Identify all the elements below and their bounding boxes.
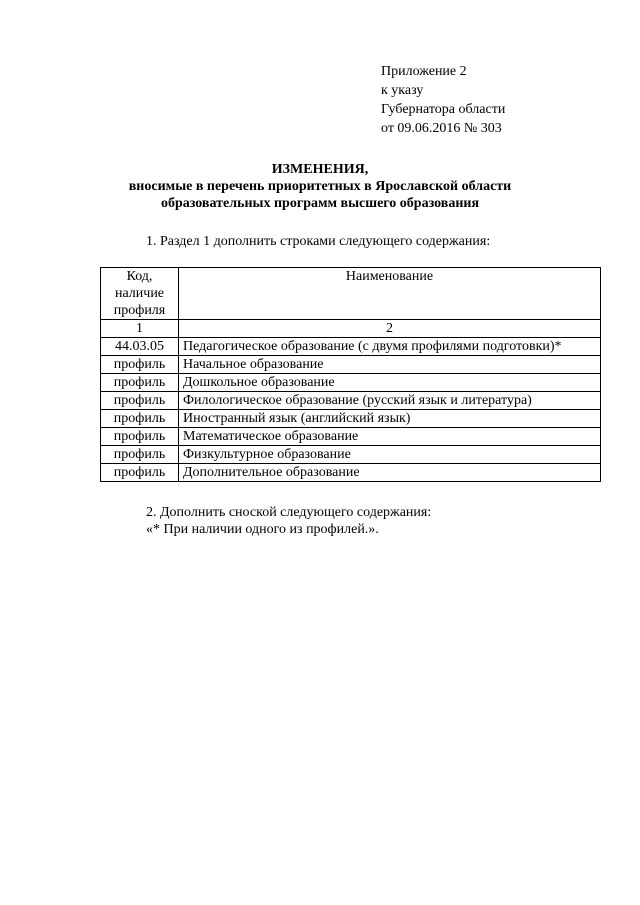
row-code: профиль <box>101 374 179 392</box>
row-code: профиль <box>101 464 179 482</box>
table-row <box>101 446 601 464</box>
item-2-text: 2. Дополнить сноской следующего содержания: <box>146 505 432 520</box>
table-row <box>101 410 601 428</box>
item-1-text: 1. Раздел 1 дополнить строками следующего содержания: <box>146 234 491 249</box>
table-row <box>101 464 601 482</box>
row-name: Физкультурное образование <box>179 446 601 464</box>
row-name: Математическое образование <box>179 428 601 446</box>
document-title <box>0 161 640 212</box>
row-code: 44.03.05 <box>101 338 179 356</box>
header-code-line: Код, <box>126 269 153 284</box>
table-row <box>101 356 601 374</box>
row-name: Педагогическое образование (с двумя профилями подготовки)* <box>179 338 601 356</box>
row-code: профиль <box>101 356 179 374</box>
table-row <box>101 338 601 356</box>
table-number-row <box>101 320 601 338</box>
appendix-date-line: от 09.06.2016 № 303 <box>381 121 502 136</box>
header-name-cell: Наименование <box>179 268 601 320</box>
title-subtitle-line1: вносимые в перечень приоритетных в Ярославской области <box>128 179 512 194</box>
row-code: профиль <box>101 392 179 410</box>
row-name: Начальное образование <box>179 356 601 374</box>
row-code: профиль <box>101 446 179 464</box>
header-code-cell <box>101 268 179 320</box>
table-header-row <box>101 268 601 320</box>
title-heading: ИЗМЕНЕНИЯ, <box>271 162 369 177</box>
footnote-text: «* При наличии одного из профилей.». <box>146 522 379 537</box>
table-row <box>101 428 601 446</box>
appendix-line: к указу <box>381 83 424 98</box>
row-code: профиль <box>101 428 179 446</box>
appendix-line: Губернатора области <box>381 102 506 117</box>
column-number-2: 2 <box>179 320 601 338</box>
row-name: Иностранный язык (английский язык) <box>179 410 601 428</box>
programs-table <box>100 267 601 482</box>
column-number-1: 1 <box>101 320 179 338</box>
row-name: Дошкольное образование <box>179 374 601 392</box>
header-code-line: наличие <box>114 286 165 301</box>
header-code-line: профиля <box>113 303 166 318</box>
title-subtitle-line2: образовательных программ высшего образования <box>160 196 480 211</box>
row-code: профиль <box>101 410 179 428</box>
row-name: Дополнительное образование <box>179 464 601 482</box>
table-row <box>101 374 601 392</box>
row-name: Филологическое образование (русский язык и литература) <box>179 392 601 410</box>
appendix-block <box>381 62 505 138</box>
table-row <box>101 392 601 410</box>
appendix-line: Приложение 2 <box>381 64 467 79</box>
